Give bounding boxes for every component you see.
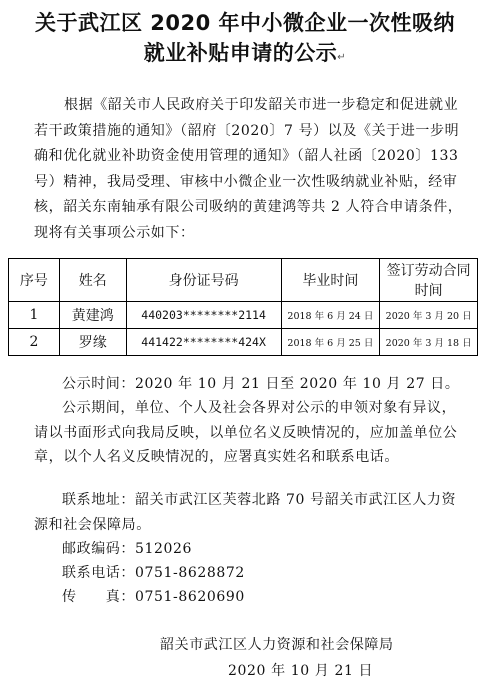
cell-no: 2 [9, 329, 60, 356]
header-no: 序号 [9, 259, 60, 302]
title-line1-text: 关于武江区 2020 年中小微企业一次性吸纳 [34, 11, 456, 35]
signature-org: 韶关市武江区人力资源和社会保障局 [160, 637, 394, 653]
table-header-row [9, 259, 478, 302]
header-id: 身份证号码 [126, 259, 281, 302]
cell-name: 罗缘 [59, 329, 126, 356]
cell-no: 1 [9, 302, 60, 329]
cell-grad: 2018 年 6 月 25 日 [281, 329, 380, 356]
document-title-line2 [0, 38, 490, 73]
notice-time: 公示时间：2020 年 10 月 21 日至 2020 年 10 月 27 日。 [62, 376, 460, 392]
table-row [9, 329, 478, 356]
contact-fax: 传 真：0751-8620690 [62, 589, 245, 605]
cell-contract: 2020 年 3 月 20 日 [380, 302, 478, 329]
contact-phone: 联系电话：0751-8628872 [62, 565, 245, 581]
cell-contract: 2020 年 3 月 18 日 [380, 329, 478, 356]
title-line2-text: 就业补贴申请的公示 [143, 41, 338, 65]
cell-id: 441422********424X [126, 329, 281, 356]
header-contract: 签订劳动合同时间 [380, 259, 478, 302]
table-row [9, 302, 478, 329]
signature-date: 2020 年 10 月 21 日 [228, 663, 374, 679]
cell-name: 黄建鸿 [59, 302, 126, 329]
document-title-line1 [0, 8, 490, 38]
intro-paragraph: 根据《韶关市人民政府关于印发韶关市进一步稳定和促进就业若干政策措施的通知》（韶府〔2020〕7 号）以及《关于进一步明确和优化就业补助资金使用管理的通知》（韶人社函〔2020〕133 号）精神，我局受理、审核中小微企业一次性吸纳就业补贴，经审核，韶关东南轴承有限公司吸纳的黄建鸿等共 2 人符合申请条件，现将有关事项公示如下： [34, 97, 463, 241]
header-grad: 毕业时间 [281, 259, 380, 302]
objection-paragraph: 公示期间，单位、个人及社会各界对公示的申领对象有异议，请以书面形式向我局反映，以单位名义反映情况的，应加盖单位公章，以个人名义反映情况的，应署真实姓名和联系电话。 [34, 400, 458, 465]
header-name: 姓名 [59, 259, 126, 302]
applicant-table [8, 258, 478, 356]
contact-address: 联系地址：韶关市武江区芙蓉北路 70 号韶关市武江区人力资源和社会保障局。 [34, 492, 457, 533]
cell-id: 440203********2114 [126, 302, 281, 329]
contact-postcode: 邮政编码：512026 [62, 541, 193, 557]
paragraph-mark-icon: ↵ [337, 52, 347, 63]
cell-grad: 2018 年 6 月 24 日 [281, 302, 380, 329]
